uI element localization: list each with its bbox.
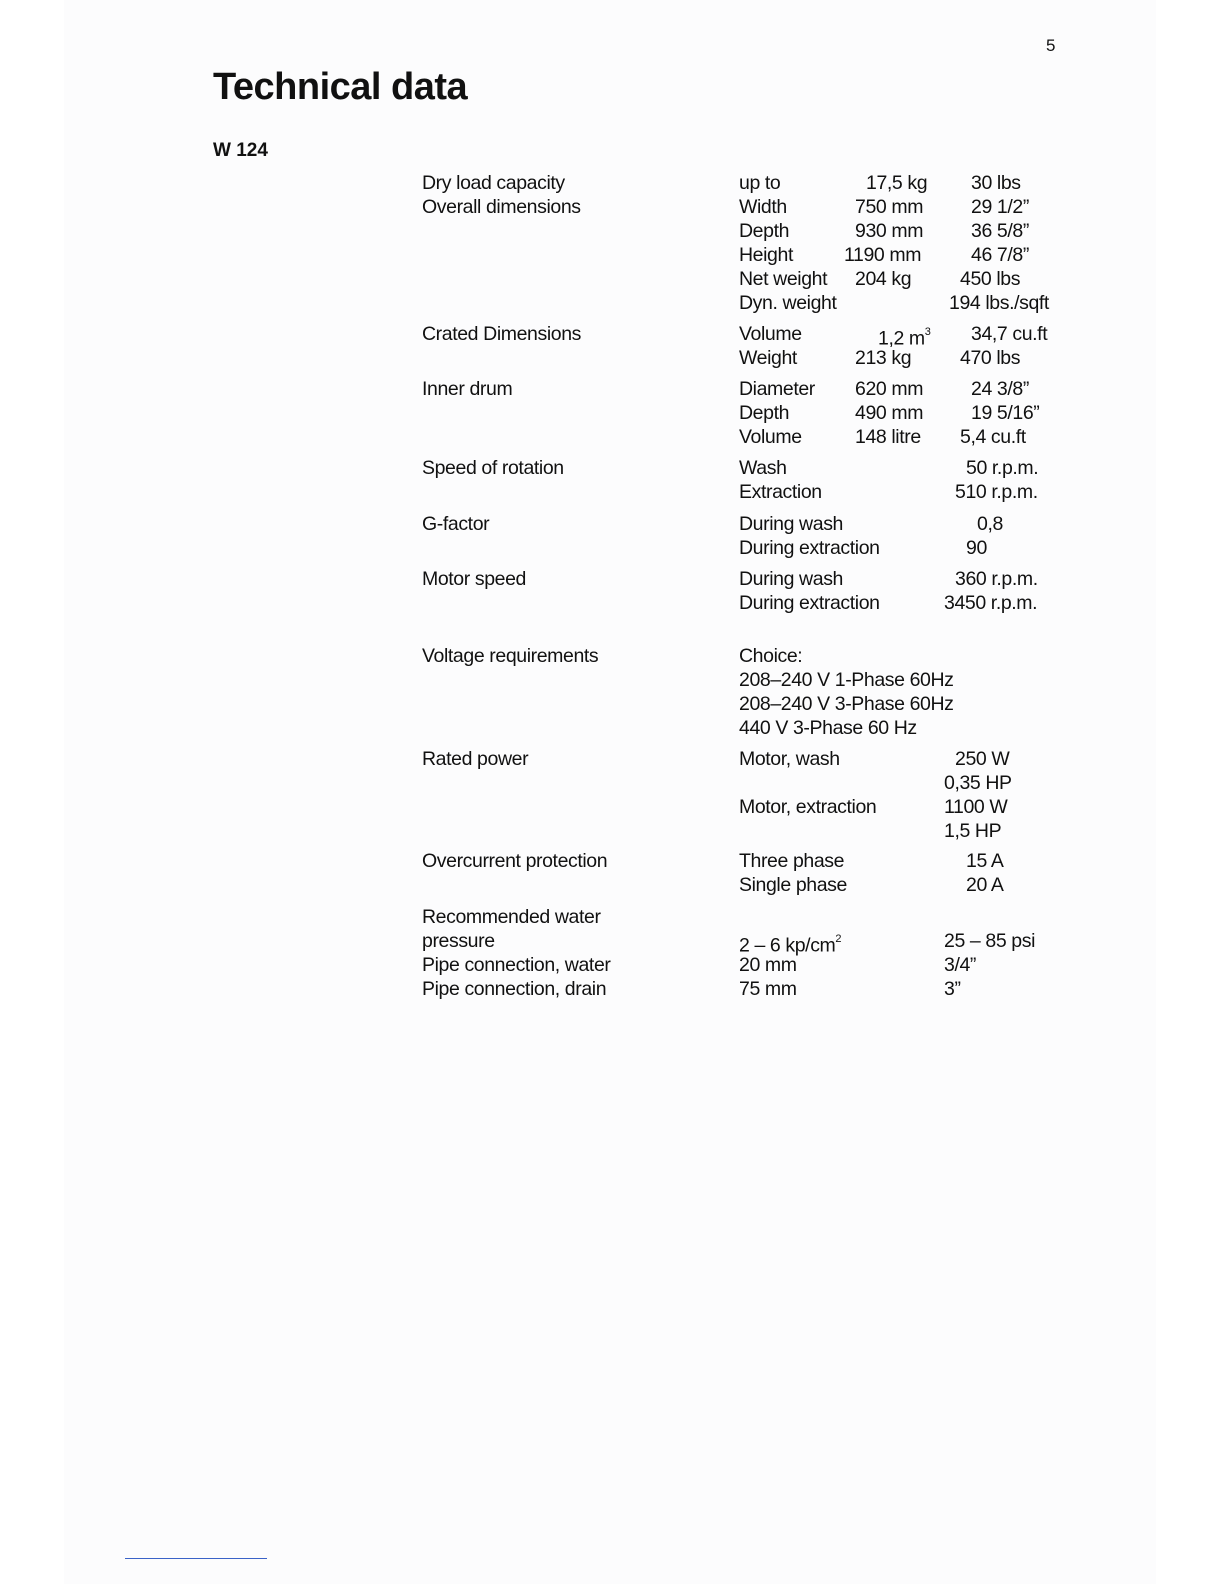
spec-row: Depth 930 mm 36 5/8” [739, 220, 1029, 242]
spec-row: 20 mm 3/4” [739, 954, 977, 976]
spec-row: Motor, wash 250 W [739, 748, 1010, 770]
spec-label: Dry load capacity [422, 172, 565, 194]
spec-row: 440 V 3-Phase 60 Hz [739, 717, 917, 739]
spec-label: Recommended water [422, 906, 601, 928]
spec-row: Motor, extraction 1100 W [739, 796, 1008, 818]
spec-row: Net weight 204 kg 450 lbs [739, 268, 1021, 290]
spec-label: Pipe connection, drain [422, 978, 607, 1000]
spec-row: During wash 0,8 [739, 513, 1003, 535]
spec-row: Wash 50 r.p.m. [739, 457, 1039, 479]
spec-row: Diameter 620 mm 24 3/8” [739, 378, 1029, 400]
spec-row: up to 17,5 kg 30 lbs [739, 172, 1021, 194]
bottom-rule [125, 1558, 267, 1559]
spec-row: 75 mm 3” [739, 978, 961, 1000]
spec-label: Inner drum [422, 378, 513, 400]
spec-row: Single phase 20 A [739, 874, 1004, 896]
spec-row: Choice: [739, 645, 803, 667]
spec-row: Depth 490 mm 19 5/16” [739, 402, 1040, 424]
page-number: 5 [1046, 36, 1056, 55]
spec-row: 2 – 6 $kp/cm^2$ 25 – 85 psi [739, 930, 1036, 957]
spec-row: 208–240 V 1-Phase 60Hz [739, 669, 954, 691]
spec-label: G-factor [422, 513, 490, 535]
page-title: Technical data [213, 66, 468, 108]
spec-label: Overcurrent protection [422, 850, 608, 872]
spec-row: Extraction 510 r.p.m. [739, 481, 1038, 503]
spec-label: Pipe connection, water [422, 954, 611, 976]
spec-row: 0,35 HP [944, 772, 1012, 794]
spec-row: 208–240 V 3-Phase 60Hz [739, 693, 954, 715]
spec-label: Voltage requirements [422, 645, 599, 667]
spec-row: Volume 1,2 $m^3$ 34,7 cu.ft [739, 323, 1048, 350]
spec-label: Motor speed [422, 568, 526, 590]
spec-row: Height 1190 mm 46 7/8” [739, 244, 1029, 266]
spec-row: Three phase 15 A [739, 850, 1004, 872]
spec-row: Dyn. weight 194 lbs./sqft [739, 292, 1049, 314]
spec-label: Crated Dimensions [422, 323, 582, 345]
spec-row: During extraction 3450 r.p.m. [739, 592, 1038, 614]
model-heading: W 124 [213, 140, 268, 161]
spec-row: During wash 360 r.p.m. [739, 568, 1038, 590]
spec-label: pressure [422, 930, 495, 952]
spec-row: 1,5 HP [944, 820, 1002, 842]
spec-row: Weight 213 kg 470 lbs [739, 347, 1021, 369]
spec-row: Volume 148 litre 5,4 cu.ft [739, 426, 1026, 448]
spec-row: During extraction 90 [739, 537, 987, 559]
spec-label: Rated power [422, 748, 529, 770]
spec-label: Speed of rotation [422, 457, 564, 479]
spec-label: Overall dimensions [422, 196, 581, 218]
spec-row: Width 750 mm 29 1/2” [739, 196, 1029, 218]
